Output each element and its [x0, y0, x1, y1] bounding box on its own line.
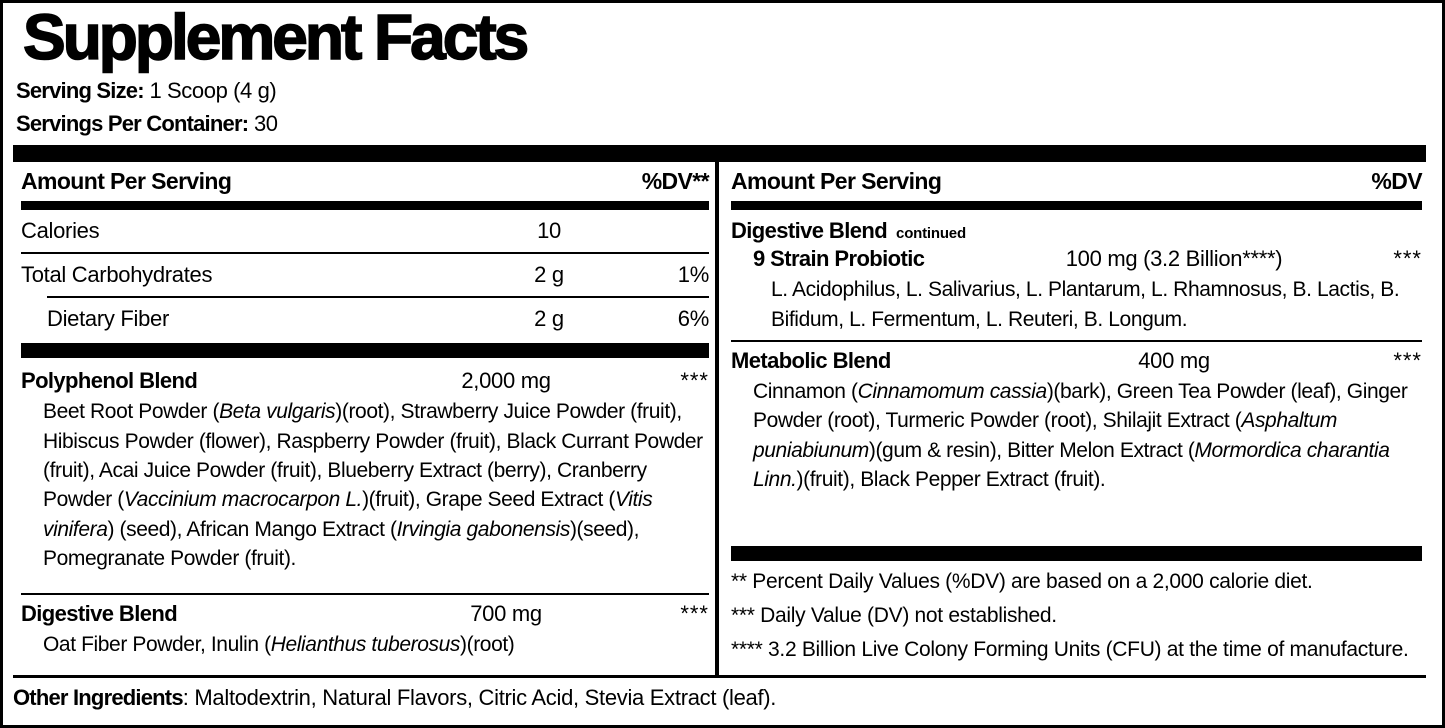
blend-ingredients: Beet Root Powder (Beta vulgaris)(root), Strawberry Juice Powder (fruit), Hibiscus Powder (flower), Raspberry Powder (fruit), Black Currant Powder (fruit), Acai Juice Powder (fruit), Blueberry Extract (berry), Cranberry Powder (Vaccinium macrocarpon L.)(fruit), Grape Seed Extract (Vitis vinifera) (seed), African Mango Extract (Irvingia gabonensis)(seed), Pomegranate Powder (fruit).: [43, 400, 703, 571]
blend-name: Digestive Blend: [21, 600, 178, 626]
sub-blend-amount: 100 mg (3.2 Billion****): [1065, 246, 1283, 272]
table-row-calories: [21, 210, 709, 252]
continued-label: continued: [896, 225, 966, 243]
servings-per-container-value: 30: [248, 111, 278, 137]
blend-header-row: [21, 362, 709, 394]
left-dv-label: %DV**: [641, 168, 709, 195]
blend-name: Metabolic Blend: [731, 348, 891, 374]
section-separator-bar: [731, 546, 1422, 561]
nutrient-amount: 10: [537, 218, 561, 244]
panel-top-bar: [13, 145, 1426, 162]
page-title: Supplement Facts: [23, 1, 527, 73]
servings-per-container-label: Servings Per Container:: [16, 111, 249, 137]
digestive-blend-continued-section: [731, 210, 1422, 340]
blend-name: Polyphenol Blend: [21, 368, 198, 394]
blend-continued-row: [731, 210, 1422, 244]
footnotes-section: [731, 543, 1422, 666]
facts-panel: [13, 145, 1426, 678]
table-row-total-carbohydrates: [21, 254, 709, 296]
left-column: [13, 162, 719, 675]
serving-size-label: Serving Size:: [16, 78, 144, 104]
other-ingredients-row: [3, 678, 1442, 711]
blend-name: Digestive Blend continued: [731, 218, 966, 244]
footnote-dv-not-established: *** Daily Value (DV) not established.: [731, 603, 1057, 627]
probiotic-row: [731, 244, 1422, 272]
left-amount-per-serving-label: Amount Per Serving: [21, 168, 232, 195]
blend-dv: ***: [680, 368, 709, 394]
blend-amount: 400 mg: [1138, 348, 1210, 374]
right-header-bar: [731, 201, 1422, 210]
sub-blend-name: 9 Strain Probiotic: [753, 246, 925, 272]
serving-size-value: 1 Scoop (4 g): [143, 78, 277, 104]
metabolic-blend-section: [731, 342, 1422, 501]
blend-amount: 2,000 mg: [461, 368, 551, 394]
left-column-header: [21, 162, 709, 199]
servings-per-container-row: [16, 107, 1424, 140]
probiotic-strains: L. Acidophilus, L. Salivarius, L. Plantarum, L. Rhamnosus, B. Lactis, B. Bifidum, L. Fermentum, L. Reuteri, B. Longum.: [771, 278, 1400, 331]
left-header-bar: [21, 201, 709, 210]
blend-ingredients: Oat Fiber Powder, Inulin (Helianthus tuberosus)(root): [43, 632, 515, 656]
serving-info: [16, 74, 1424, 140]
nutrient-name: Calories: [21, 218, 100, 244]
polyphenol-blend-section: [21, 362, 709, 579]
nutrient-dv: 6%: [677, 306, 709, 332]
blend-dv: ***: [1393, 348, 1422, 374]
label-header: [3, 3, 1442, 140]
right-amount-per-serving-label: Amount Per Serving: [731, 168, 942, 195]
blend-header-row: [21, 595, 709, 627]
serving-size-row: [16, 74, 1424, 107]
blend-dv: ***: [680, 600, 709, 626]
nutrient-name: Dietary Fiber: [47, 306, 170, 332]
other-ingredients-text: : Maltodextrin, Natural Flavors, Citric Acid, Stevia Extract (leaf).: [182, 685, 777, 711]
right-column: [719, 162, 1426, 675]
nutrient-amount: 2 g: [534, 262, 564, 288]
other-ingredients-label: Other Ingredients: [13, 685, 183, 711]
nutrient-amount: 2 g: [534, 306, 564, 332]
nutrient-name: Total Carbohydrates: [21, 262, 213, 288]
footnote-cfu: **** 3.2 Billion Live Colony Forming Units (CFU) at the time of manufacture.: [731, 638, 1409, 662]
sub-blend-dv: ***: [1393, 246, 1422, 272]
section-separator-bar: [21, 343, 709, 358]
right-dv-label: %DV: [1371, 168, 1422, 195]
digestive-blend-section: [21, 593, 709, 665]
nutrient-dv: 1%: [677, 262, 709, 288]
blend-amount: 700 mg: [470, 600, 542, 626]
right-column-header: [731, 162, 1422, 199]
blend-ingredients: Cinnamon (Cinnamomum cassia)(bark), Green Tea Powder (leaf), Ginger Powder (root), Turmeric Powder (root), Shilajit Extract (Asphaltum puniabiunum)(gum & resin), Bitter Melon Extract (Mormordica charantia Linn.)(fruit), Black Pepper Extract (fruit).: [753, 380, 1408, 492]
footnote-percent-dv: ** Percent Daily Values (%DV) are based on a 2,000 calorie diet.: [731, 569, 1313, 593]
table-row-dietary-fiber: [21, 298, 709, 340]
blend-header-row: [731, 342, 1422, 374]
